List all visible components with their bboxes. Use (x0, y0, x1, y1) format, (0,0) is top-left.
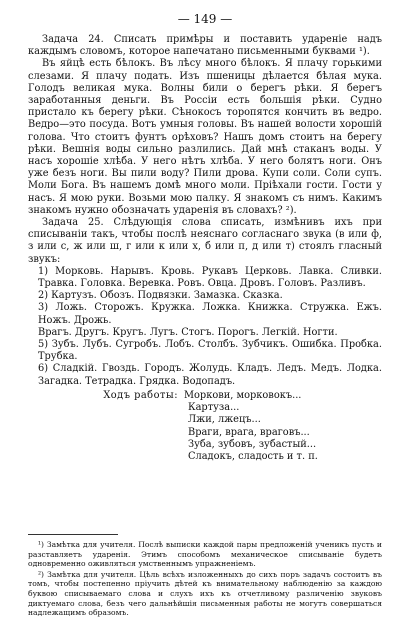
footnote-divider (28, 534, 118, 535)
method-line: Моркови, морковокъ... (184, 389, 302, 401)
footnote-2: ²) Замѣтка для учителя. Цѣль всѣхъ изложенныхъ до сихъ поръ задачъ состоитъ въ томъ, чтобы постепенно пріучить дѣтей къ внимательному наблюденію за каждою буквою списываемаго слова и слухъ ихъ къ отчетливому различенію звуковъ диктуемаго слова, безъ чего дальнѣйшія письменныя работы не могутъ совершаться надлежащимъ образомъ. (28, 569, 382, 618)
page-number: — 149 — (177, 12, 233, 26)
method-line: Враги, врага, враговъ... (188, 426, 310, 438)
method-line: Сладокъ, сладость и т. п. (188, 450, 318, 462)
task-25-intro: Задача 25. Слѣдующія слова списать, измѣнивъ ихъ при списываніи такъ, чтобы послѣ неяснаго согласнаго звука (в или ф, з или с, ж или ш, г или к или х, б или п, д или т) стоялъ гласный звукъ: (28, 217, 382, 265)
list-item: Врагъ. Другъ. Кругъ. Лугъ. Стогъ. Порогъ. Легкій. Ногти. (38, 326, 338, 338)
list-item: 2) Картузъ. Обозъ. Подвязки. Замазка. Сказка. (38, 290, 283, 302)
list-item: 6) Сладкій. Гвоздь. Городъ. Жолудь. Кладъ. Ледъ. Медъ. Лодка. Загадка. Тетрадка. Грядка. Водопадъ. (38, 363, 382, 387)
main-text (28, 34, 382, 463)
method-line: Лжи, лжецъ... (188, 414, 261, 426)
list-item: 1) Морковь. Нарывъ. Кровь. Рукавъ Церковь. Лавка. Сливки. Травка. Головка. Веревка. Ровъ. Овца. Дровъ. Головъ. Разливъ. (38, 265, 382, 290)
task-24-examples: Въ яйцѣ есть бѣлокъ. Въ лѣсу много бѣлокъ. Я плачу горькими слезами. Я плачу подать. Изъ пшеницы дѣлается бѣлая мука. Голодъ великая мука. Волны били о берегъ рѣки. Я берегъ заработанныя деньги. Въ Россіи есть большія рѣки. Судно пристало къ берегу рѣки. Сѣнокосъ торопятся кончить въ ведро. Ведро—это посуда. Вотъ умныя головы. Въ нашей волости хорошій голова. Что стоитъ фунтъ орѣховъ? Нашъ домъ стоитъ на берегу рѣки. Вешнія воды сильно разлились. Дай мнѣ стаканъ воды. У насъ хорошіе хлѣба. У него нѣтъ хлѣба. У него болятъ ноги. Онъ уже безъ ноги. Вы пили воду? Пили дрова. Купи соли. Соли супъ. Моли Бога. Въ нашемъ домѣ много моли. Пріѣхали гости. Гости у насъ. Я мою руки. Возьми мою палку. Я знакомъ съ нимъ. Какимъ знакомъ нужно обозначать ударенія въ словахъ? ²). (28, 58, 382, 216)
list-item: 3) Ложь. Сторожъ. Кружка. Ложка. Книжка. Стружка. Ежъ. Ножъ. Дрожь. (38, 302, 382, 326)
footnote-1: ¹) Замѣтка для учителя. Послѣ выписки каждой пары предложеній ученикъ пусть и разставляетъ ударенія. Этимъ способомъ механическое списываніе будетъ одновременно оживляться умственнымъ упражненіемъ. (28, 540, 382, 569)
method-block (28, 390, 382, 463)
method-title: Ходъ работы: (103, 389, 178, 401)
method-line: Картуза... (188, 402, 240, 414)
list-item: 5) Зубъ. Лубъ. Сугробъ. Лобъ. Столбъ. Зубчикъ. Ошибка. Пробка. Трубка. (38, 339, 382, 363)
method-line: Зуба, зубовъ, зубастый... (188, 438, 317, 450)
task-25-word-list (38, 266, 382, 388)
footnotes (28, 540, 382, 619)
task-24-heading: Задача 24. Списать примѣры и поставить удареніе надъ каждымъ словомъ, которое напечатано письменными буквами ¹). (28, 34, 382, 58)
